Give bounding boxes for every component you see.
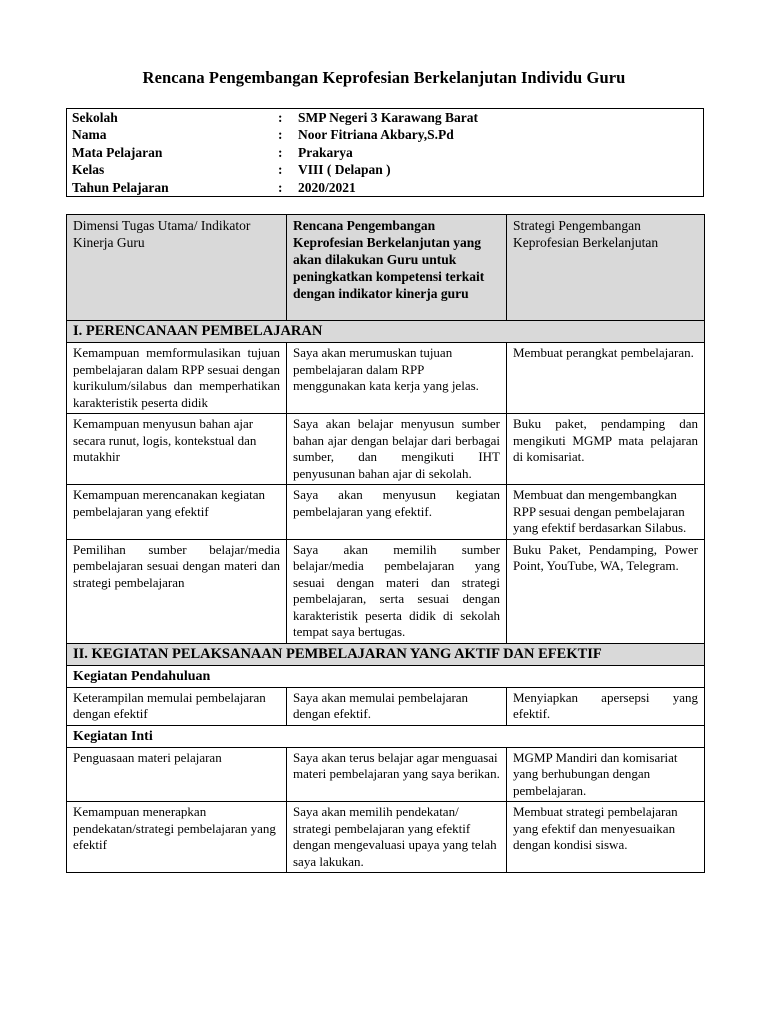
cell-rencana: Saya akan belajar menyusun sumber bahan ajar dengan belajar dari berbagai sumber, dan mengikuti IHT penyusunan bahan ajar di sekolah. (287, 414, 507, 485)
table-row (67, 802, 705, 873)
info-colon: : (278, 144, 283, 160)
header-dimensi: Dimensi Tugas Utama/ Indikator Kinerja Guru (67, 215, 287, 321)
info-row-mata-pelajaran (67, 144, 703, 161)
pkb-plan-table (66, 214, 705, 873)
section-title-pelaksanaan: II. KEGIATAN PELAKSANAAN PEMBELAJARAN YANG AKTIF DAN EFEKTIF (67, 643, 705, 665)
cell-strategi: Buku paket, pendamping dan mengikuti MGMP mata pelajaran di komisariat. (507, 414, 705, 485)
section-heading (67, 643, 705, 665)
cell-indikator: Kemampuan memformulasikan tujuan pembelajaran dalam RPP sesuai dengan kurikulum/silabus dan memperhatikan karakteristik peserta didik (67, 343, 287, 414)
table-row (67, 343, 705, 414)
info-value: VIII ( Delapan ) (298, 162, 391, 178)
info-value: Prakarya (298, 144, 353, 160)
table-row (67, 687, 705, 725)
section-title-perencanaan: I. PERENCANAAN PEMBELAJARAN (67, 321, 705, 343)
table-row (67, 747, 705, 802)
info-colon: : (278, 110, 283, 125)
info-label: Tahun Pelajaran (72, 179, 169, 195)
info-row-kelas (67, 161, 703, 178)
header-rencana: Rencana Pengembangan Keprofesian Berkelanjutan yang akan dilakukan Guru untuk peningkatkan kompetensi terkait dengan indikator kinerja guru (287, 215, 507, 321)
info-value: 2020/2021 (298, 179, 356, 195)
cell-rencana: Saya akan merumuskan tujuan pembelajaran dalam RPP menggunakan kata kerja yang jelas. (287, 343, 507, 414)
subsection-title-pendahuluan: Kegiatan Pendahuluan (67, 665, 705, 687)
cell-indikator: Kemampuan merencanakan kegiatan pembelajaran yang efektif (67, 485, 287, 540)
cell-rencana: Saya akan memilih sumber belajar/media pembelajaran yang sesuai dengan materi dan strategi pembelajaran, serta sesuai dengan karakteristik peserta didik di sekolah tempat saya bertugas. (287, 539, 507, 643)
cell-indikator: Pemilihan sumber belajar/media pembelajaran sesuai dengan materi dan strategi pembelajaran (67, 539, 287, 643)
table-row (67, 485, 705, 540)
info-row-nama (67, 126, 703, 143)
cell-indikator: Kemampuan menerapkan pendekatan/strategi pembelajaran yang efektif (67, 802, 287, 873)
page-title: Rencana Pengembangan Keprofesian Berkelanjutan Individu Guru (142, 68, 626, 87)
info-row-tahun-pelajaran (67, 179, 703, 196)
cell-indikator: Kemampuan menyusun bahan ajar secara runut, logis, kontekstual dan mutakhir (67, 414, 287, 485)
cell-strategi: Buku Paket, Pendamping, Power Point, YouTube, WA, Telegram. (507, 539, 705, 643)
cell-rencana: Saya akan menyusun kegiatan pembelajaran yang efektif. (287, 485, 507, 540)
info-row-sekolah (67, 109, 703, 126)
info-colon: : (278, 127, 283, 143)
cell-strategi: Menyiapkan apersepsi yang efektif. (507, 687, 705, 725)
cell-strategi: Membuat perangkat pembelajaran. (507, 343, 705, 414)
table-row (67, 414, 705, 485)
info-label: Kelas (72, 162, 105, 178)
table-header-row (67, 215, 705, 321)
info-colon: : (278, 162, 283, 178)
subsection-heading (67, 725, 705, 747)
info-label: Nama (72, 127, 107, 143)
info-label: Mata Pelajaran (72, 144, 163, 160)
info-colon: : (278, 179, 283, 195)
identity-table (66, 108, 704, 197)
cell-indikator: Keterampilan memulai pembelajaran dengan efektif (67, 687, 287, 725)
table-row (67, 539, 705, 643)
cell-strategi: Membuat strategi pembelajaran yang efektif dan menyesuaikan dengan kondisi siswa. (507, 802, 705, 873)
header-strategi: Strategi Pengembangan Keprofesian Berkelanjutan (507, 215, 705, 321)
info-label: Sekolah (72, 110, 118, 125)
subsection-title-inti: Kegiatan Inti (67, 725, 705, 747)
cell-indikator: Penguasaan materi pelajaran (67, 747, 287, 802)
info-value: SMP Negeri 3 Karawang Barat (298, 110, 478, 125)
info-value: Noor Fitriana Akbary,S.Pd (298, 127, 454, 143)
cell-rencana: Saya akan memulai pembelajaran dengan efektif. (287, 687, 507, 725)
cell-rencana: Saya akan memilih pendekatan/ strategi pembelajaran yang efektif dengan mengevaluasi upaya yang telah saya lakukan. (287, 802, 507, 873)
cell-rencana: Saya akan terus belajar agar menguasai materi pembelajaran yang saya berikan. (287, 747, 507, 802)
cell-strategi: Membuat dan mengembangkan RPP sesuai dengan pembelajaran yang efektif berdasarkan Silabus. (507, 485, 705, 540)
subsection-heading (67, 665, 705, 687)
cell-strategi: MGMP Mandiri dan komisariat yang berhubungan dengan pembelajaran. (507, 747, 705, 802)
section-heading (67, 321, 705, 343)
